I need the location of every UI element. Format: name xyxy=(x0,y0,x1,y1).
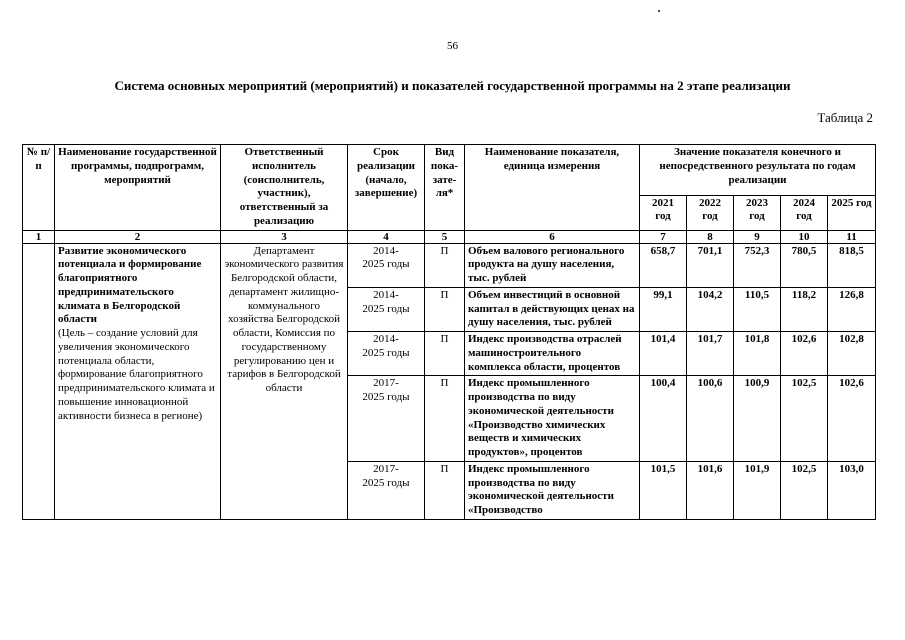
value-cell: 101,9 xyxy=(734,461,781,519)
value-cell: 101,8 xyxy=(734,332,781,376)
row-number-cell xyxy=(23,243,55,519)
value-cell: 103,0 xyxy=(828,461,876,519)
value-cell: 102,5 xyxy=(781,461,828,519)
column-number: 3 xyxy=(221,230,348,243)
header-year: 2025 год xyxy=(828,195,876,230)
kind-cell: П xyxy=(425,376,465,462)
value-cell: 658,7 xyxy=(640,243,687,287)
program-name-cell xyxy=(55,243,221,519)
value-cell: 100,4 xyxy=(640,376,687,462)
value-cell: 101,5 xyxy=(640,461,687,519)
column-number: 10 xyxy=(781,230,828,243)
value-cell: 701,1 xyxy=(687,243,734,287)
column-number: 2 xyxy=(55,230,221,243)
column-number: 1 xyxy=(23,230,55,243)
column-number: 4 xyxy=(348,230,425,243)
program-executor: Департамент экономического развития Белгородской области, департамент жилищно-коммунального хозяйства Белгородской области, Комиссия по государственному регулированию цен и тарифов в Белгородской области xyxy=(221,243,348,519)
header-indicator: Наименование показателя, единица измерения xyxy=(465,145,640,231)
indicator-cell: Индекс промышленного производства по виду экономической деятельности «Производство xyxy=(465,461,640,519)
indicator-cell: Индекс производства отраслей машиностроительного комплекса области, процентов xyxy=(465,332,640,376)
indicator-cell: Объем инвестиций в основной капитал в действующих ценах на душу населения, тыс. рублей xyxy=(465,287,640,331)
kind-cell: П xyxy=(425,461,465,519)
term-cell: 2014- 2025 годы xyxy=(348,332,425,376)
term-cell: 2017- 2025 годы xyxy=(348,376,425,462)
header-year: 2022 год xyxy=(687,195,734,230)
indicator-cell: Индекс промышленного производства по виду экономической деятельности «Производство химических веществ и химических продуктов», процентов xyxy=(465,376,640,462)
scan-speck xyxy=(658,10,660,12)
header-kind: Вид пока-зате-ля* xyxy=(425,145,465,231)
term-cell: 2014- 2025 годы xyxy=(348,243,425,287)
column-number: 5 xyxy=(425,230,465,243)
kind-cell: П xyxy=(425,243,465,287)
value-cell: 110,5 xyxy=(734,287,781,331)
kind-cell: П xyxy=(425,332,465,376)
value-cell: 101,4 xyxy=(640,332,687,376)
kind-cell: П xyxy=(425,287,465,331)
column-number: 6 xyxy=(465,230,640,243)
value-cell: 101,6 xyxy=(687,461,734,519)
column-number: 9 xyxy=(734,230,781,243)
value-cell: 102,6 xyxy=(828,376,876,462)
program-goal: (Цель – создание условий для увеличения экономического потенциала области, формирование благоприятного предпринимательского климата и повышение инновационной активности бизнеса в регионе) xyxy=(58,327,215,422)
indicator-cell: Объем валового регионального продукта на душу населения, тыс. рублей xyxy=(465,243,640,287)
value-cell: 780,5 xyxy=(781,243,828,287)
header-term: Срок реализации (начало, завершение) xyxy=(348,145,425,231)
page-number: 56 xyxy=(447,40,458,52)
value-cell: 100,6 xyxy=(687,376,734,462)
header-values-group: Значение показателя конечного и непосредственного результата по годам реализации xyxy=(640,145,876,196)
value-cell: 102,5 xyxy=(781,376,828,462)
column-numbers-row xyxy=(23,230,876,243)
header-executor: Ответственный исполнитель (соисполнитель, участник), ответственный за реализацию xyxy=(221,145,348,231)
header-name: Наименование государственной программы, подпрограмм, мероприятий xyxy=(55,145,221,231)
table-row xyxy=(23,243,876,287)
column-number: 8 xyxy=(687,230,734,243)
column-number: 7 xyxy=(640,230,687,243)
column-number: 11 xyxy=(828,230,876,243)
value-cell: 100,9 xyxy=(734,376,781,462)
header-year: 2024 год xyxy=(781,195,828,230)
value-cell: 818,5 xyxy=(828,243,876,287)
value-cell: 126,8 xyxy=(828,287,876,331)
value-cell: 99,1 xyxy=(640,287,687,331)
value-cell: 118,2 xyxy=(781,287,828,331)
header-year: 2021 год xyxy=(640,195,687,230)
term-cell: 2014- 2025 годы xyxy=(348,287,425,331)
term-cell: 2017- 2025 годы xyxy=(348,461,425,519)
table-label: Таблица 2 xyxy=(817,110,873,125)
header-row xyxy=(23,145,876,196)
header-year: 2023 год xyxy=(734,195,781,230)
value-cell: 102,6 xyxy=(781,332,828,376)
value-cell: 752,3 xyxy=(734,243,781,287)
program-name: Развитие экономического потенциала и формирование благоприятного предпринимательского климата в Белгородской области xyxy=(58,244,202,326)
value-cell: 102,8 xyxy=(828,332,876,376)
indicators-table xyxy=(22,144,876,520)
header-num: № п/п xyxy=(23,145,55,231)
value-cell: 101,7 xyxy=(687,332,734,376)
document-title: Система основных мероприятий (мероприятий) и показателей государственной программы на 2 этапе реализации xyxy=(114,78,791,93)
value-cell: 104,2 xyxy=(687,287,734,331)
